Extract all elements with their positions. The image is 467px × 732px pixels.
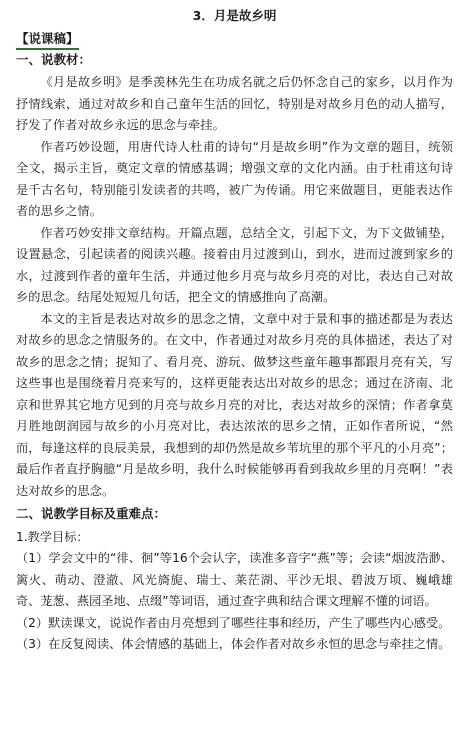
paragraph: 作者巧妙设题，用唐代诗人杜甫的诗句“月是故乡明”作为文章的题目，统领全文，揭示主旨，奠定文章的情感基调；增强文章的文化内涵。由于杜甫这句诗是千古名句，特别能引发读者的共鸣，被广为传诵。用它来做题目，更能表达作者的思乡之情。 — [16, 139, 453, 218]
paragraph: 《月是故乡明》是季羡林先生在功成名就之后仍怀念自己的家乡，以月作为抒情线索，通过对故乡和自己童年生活的回忆，特别是对故乡月色的动人描写，抒发了作者对故乡永远的思念与牵挂。 — [16, 75, 453, 132]
goal-item: （1）学会文中的“徘、徊”等16个会认字，读准多音字“燕”等；会读“烟波浩渺、篱火、萌动、澄澈、风光旖旎、瑞士、莱茫湖、平沙无垠、碧波万顷、巍峨雄奇、茏葱、燕园圣地、点缀”等词语，通过查字典和结合课文理解不懂的词语。 — [16, 551, 453, 608]
section1-heading: 一、说教材： — [16, 52, 92, 67]
section-tag: 【说课稿】 — [16, 30, 79, 50]
section2-heading: 二、说教学目标及重难点： — [16, 506, 167, 521]
paragraph: 作者巧妙安排文章结构。开篇点题，总结全文，引起下文，为下文做铺垫，设置悬念，引起读者的阅读兴趣。接着由月过渡到山，到水，进而过渡到家乡的水，过渡到作者的童年生活，并通过他乡月亮与故乡月亮的对比，表达自己对故乡的思念。结尾处短短几句话，把全文的情感推向了高潮。 — [16, 225, 453, 304]
goal-item: （2）默读课文，说说作者由月亮想到了哪些往事和经历，产生了哪些内心感受。 — [16, 615, 451, 630]
paragraph: 本文的主旨是表达对故乡的思念之情，文章中对于景和事的描述都是为表达对故乡的思念之情服务的。在文中，作者通过对故乡月亮的具体描述，表达了对故乡的思念之情；捉知了、看月亮、游玩、做梦这些童年趣事都跟月亮有关，写这些事也是围绕着月亮来写的，这样更能表达出对故乡的思念；通过在济南、北京和世界其它地方见到的月亮与故乡月亮的对比，表达对故乡的深情；作者拿莫月胜地朗润园与故乡的小月亮对比，表达浓浓的思乡之情，正如作者所说，“然而，每逢这样的良辰美景，我想到的却仍然是故乡苇坑里的那个平凡的小月亮”；最后作者直抒胸臆“月是故乡明，我什么时候能够再看到我故乡里的月亮啊！”表达对故乡的思念。 — [16, 311, 453, 498]
tag-row — [16, 28, 453, 48]
document-title: 3．月是故乡明 — [192, 8, 277, 23]
goals-heading: 1.教学目标： — [16, 530, 89, 544]
goal-item: （3）在反复阅读、体会情感的基础上，体会作者对故乡永恒的思念与牵挂之情。 — [16, 637, 451, 651]
